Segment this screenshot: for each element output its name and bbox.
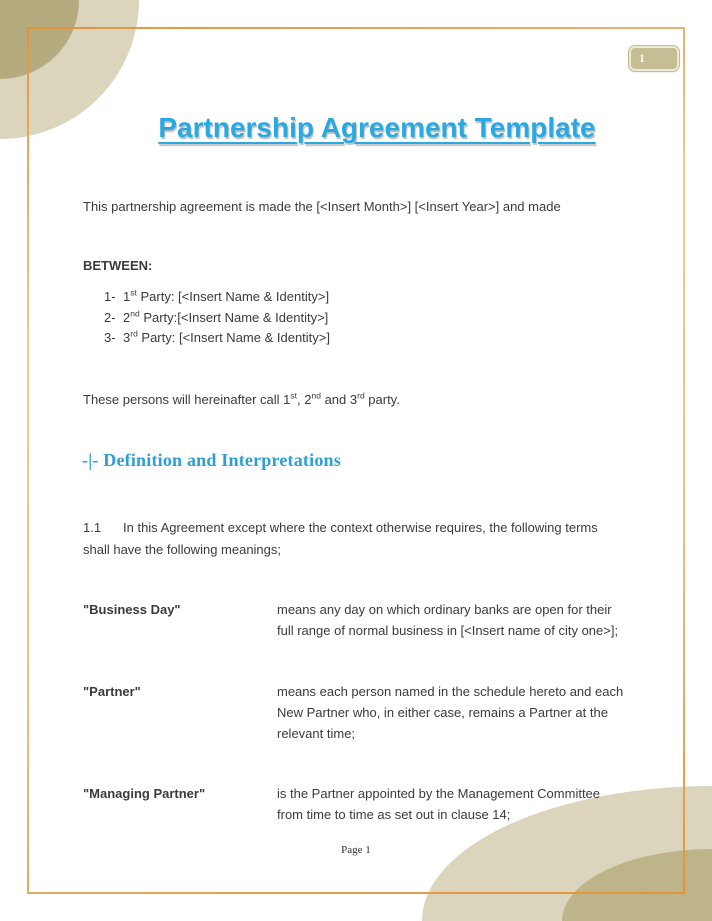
- meaning-line: is the Partner appointed by the Management Committee: [277, 786, 601, 801]
- clause-line: [83, 517, 598, 539]
- meaning-line: means each person named in the schedule hereto and each: [277, 684, 624, 699]
- party-description: Party: [<Insert Name & Identity>]: [137, 330, 330, 345]
- party-list-item: [104, 308, 330, 329]
- party-ordinal: 3: [123, 330, 131, 345]
- meaning-line: means any day on which ordinary banks are open for their: [277, 602, 612, 617]
- party-description: Party: [<Insert Name & Identity>]: [136, 289, 330, 304]
- between-label: BETWEEN:: [83, 258, 153, 273]
- definition-meaning: [277, 783, 637, 825]
- definition-row: [83, 599, 637, 641]
- meaning-line: relevant time;: [277, 726, 356, 741]
- clause-number: 1.1: [83, 520, 102, 535]
- party-text: [123, 308, 328, 329]
- ordinal-suffix: rd: [357, 390, 365, 401]
- definition-meaning: [277, 599, 637, 641]
- party-description: Party:[<Insert Name & Identity>]: [139, 309, 329, 325]
- hereinafter-line: [83, 389, 400, 410]
- party-ordinal-suffix: st: [130, 287, 137, 298]
- definition-row: [83, 783, 637, 825]
- page-number-badge: 1: [629, 46, 679, 71]
- ordinal-suffix: nd: [311, 390, 321, 401]
- page-footer: Page 1: [341, 844, 371, 856]
- party-list-item: [104, 328, 330, 349]
- ordinal-suffix: st: [290, 390, 298, 401]
- definition-meaning: [277, 681, 637, 744]
- party-text: [123, 328, 330, 349]
- section-heading: -|- Definition and Interpretations: [82, 450, 341, 470]
- party-text: [123, 287, 329, 308]
- meaning-line: full range of normal business in [<Insert name of city one>];: [277, 623, 619, 638]
- definition-term: "Business Day": [83, 602, 181, 617]
- meaning-line: from time to time as set out in clause 14;: [277, 807, 511, 822]
- definition-term: "Partner": [83, 684, 141, 699]
- party-ordinal: 1: [123, 289, 131, 304]
- clause-text-line: shall have the following meanings;: [83, 542, 282, 557]
- document-title: Partnership Agreement Template: [158, 112, 596, 143]
- party-list-item: [104, 287, 330, 308]
- meaning-line: New Partner who, in either case, remains a Partner at the: [277, 705, 608, 720]
- party-ordinal: 2: [123, 309, 131, 325]
- parties-list: [104, 287, 330, 349]
- hereinafter-text: and 3: [320, 392, 358, 407]
- hereinafter-text: , 2: [297, 392, 312, 407]
- hereinafter-text: These persons will hereinafter call 1: [83, 392, 291, 407]
- opening-paragraph: This partnership agreement is made the [<Insert Month>] [<Insert Year>] and made: [83, 199, 561, 214]
- clause-1-1: [83, 517, 598, 561]
- party-marker: 1-: [104, 289, 116, 304]
- party-ordinal-suffix: rd: [130, 328, 138, 339]
- hereinafter-text: party.: [364, 392, 400, 407]
- party-marker: 3-: [104, 330, 116, 345]
- party-ordinal-suffix: nd: [130, 308, 140, 319]
- definition-row: [83, 681, 637, 744]
- party-marker: 2-: [104, 309, 116, 325]
- definition-term: "Managing Partner": [83, 786, 206, 801]
- clause-text-line: In this Agreement except where the context otherwise requires, the following terms: [123, 520, 598, 535]
